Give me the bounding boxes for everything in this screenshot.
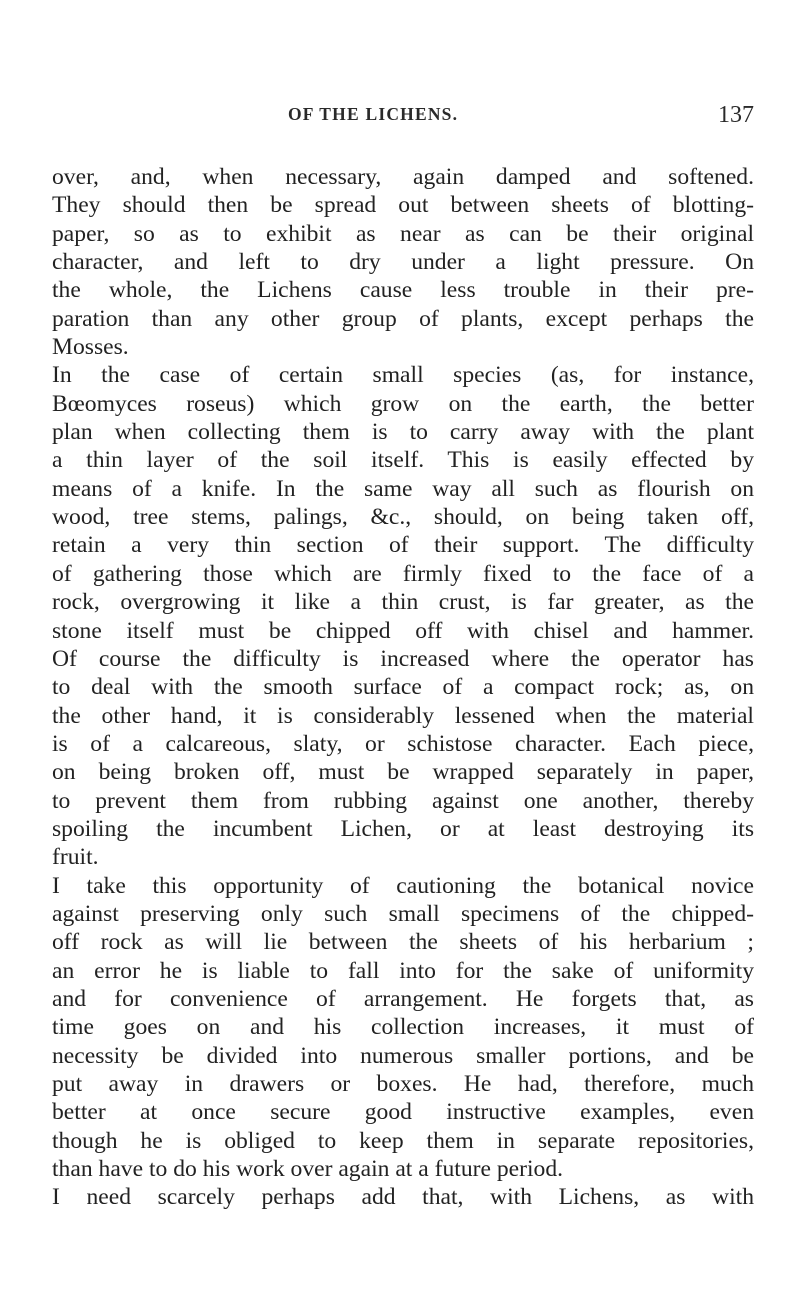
text-line: They should then be spread out between sheets of blotting-: [52, 192, 754, 219]
text-line: necessity be divided into numerous smaller portions, and be: [52, 1042, 754, 1069]
text-line: than have to do his work over again at a future period.: [52, 1156, 564, 1183]
text-line: Mosses.: [52, 334, 129, 361]
text-line: paper, so as to exhibit as near as can be their original: [52, 220, 754, 247]
text-line: means of a knife. In the same way all such as flourish on: [52, 475, 754, 502]
text-line: plan when collecting them is to carry away with the plant: [52, 419, 754, 446]
text-line: put away in drawers or boxes. He had, therefore, much: [52, 1071, 754, 1097]
text-line: paration than any other group of plants, except perhaps the: [52, 305, 754, 332]
text-line: rock, overgrowing it like a thin crust, is far greater, as the: [52, 589, 754, 616]
text-line: better at once secure good instructive examples, even: [52, 1099, 754, 1126]
text-line: the whole, the Lichens cause less trouble in their pre-: [52, 277, 754, 304]
text-line: against preserving only such small specimens of the chipped-: [52, 900, 754, 927]
text-line: to prevent them from rubbing against one another, thereby: [52, 787, 754, 814]
text-line: of gathering those which are firmly fixed to the face of a: [52, 560, 754, 587]
text-line: stone itself must be chipped off with chisel and hammer.: [52, 617, 754, 644]
text-line: and for convenience of arrangement. He forgets that, as: [52, 985, 754, 1012]
text-line: a thin layer of the soil itself. This is easily effected by: [52, 447, 754, 474]
text-line: wood, tree stems, palings, &c., should, on being taken off,: [52, 504, 754, 531]
text-line: time goes on and his collection increases, it must of: [52, 1014, 754, 1041]
text-line: spoiling the incumbent Lichen, or at least destroying its: [52, 815, 754, 842]
text-line: I need scarcely perhaps add that, with Lichens, as with: [52, 1184, 754, 1211]
running-head: [0, 104, 800, 144]
text-line: fruit.: [52, 844, 99, 871]
text-line: Bœomyces roseus) which grow on the earth, the better: [52, 390, 754, 417]
text-line: is of a calcareous, slaty, or schistose character. Each piece,: [52, 730, 754, 757]
text-line: retain a very thin section of their support. The difficulty: [52, 532, 754, 559]
text-line: an error he is liable to fall into for the sake of uniformity: [52, 957, 754, 984]
text-line: the other hand, it is considerably lessened when the material: [52, 702, 754, 729]
text-line: to deal with the smooth surface of a compact rock; as, on: [52, 674, 754, 701]
text-line: I take this opportunity of cautioning the botanical novice: [52, 872, 754, 899]
text-line: over, and, when necessary, again damped and softened.: [52, 164, 754, 190]
text-line: Of course the difficulty is increased where the operator has: [52, 645, 754, 672]
body-text: [52, 163, 754, 1212]
text-line: on being broken off, must be wrapped separately in paper,: [52, 759, 754, 786]
running-title: OF THE LICHENS.: [288, 104, 459, 124]
text-line: off rock as will lie between the sheets of his herbarium ;: [52, 929, 754, 956]
page-number: 137: [718, 102, 754, 128]
text-line: character, and left to dry under a light pressure. On: [52, 249, 754, 276]
text-line: though he is obliged to keep them in separate repositories,: [52, 1127, 754, 1154]
text-line: In the case of certain small species (as, for instance,: [52, 362, 754, 389]
